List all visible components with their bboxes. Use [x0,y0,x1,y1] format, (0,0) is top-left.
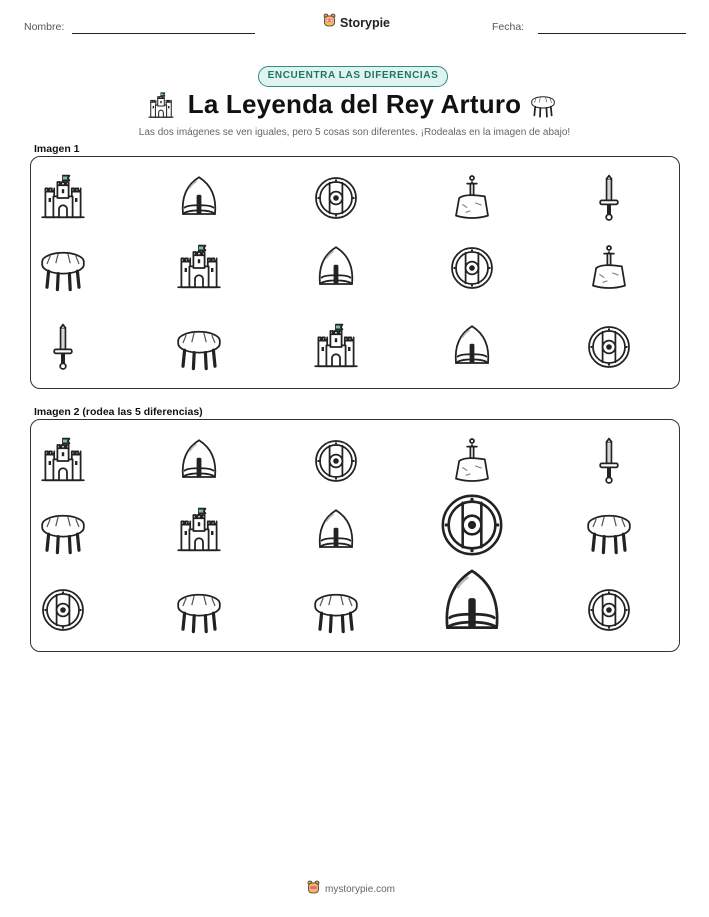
shield-icon[interactable] [312,437,360,485]
brand-logo [323,13,390,33]
name-label: Nombre: [24,21,65,33]
shield-icon[interactable] [585,586,633,634]
date-line[interactable] [538,33,686,34]
castle-icon [175,244,223,292]
brand-name: Storypie [340,16,391,30]
shield-icon[interactable] [39,586,87,634]
date-label: Fecha: [492,21,525,33]
helmet-icon [448,323,496,371]
panel-1-label: Imagen 1 [34,143,80,155]
helmet-icon[interactable] [175,437,223,485]
sword-in-stone-icon [585,244,633,292]
castle-icon [312,323,360,371]
storypie-mascot-icon [307,880,320,898]
instructions: Las dos imágenes se ven iguales, pero 5 cosas son diferentes. ¡Rodealas en la imagen de abajo! [138,127,571,138]
helmet-icon [312,244,360,292]
name-line[interactable] [72,33,255,34]
footer-url: mystorypie.com [325,883,396,895]
footer [307,880,395,898]
sword-icon [585,174,633,222]
helmet-icon [175,174,223,222]
shield-icon [448,244,496,292]
round-table-icon[interactable] [585,507,633,555]
shield-icon[interactable] [437,490,507,560]
round-table-icon[interactable] [312,586,360,634]
round-table-icon [528,92,558,123]
sword-in-stone-icon [448,174,496,222]
castle-icon[interactable] [175,507,223,555]
helmet-icon[interactable] [435,566,509,640]
sword-in-stone-icon[interactable] [448,437,496,485]
sword-icon [39,323,87,371]
picture-2-panel[interactable] [30,419,680,652]
round-table-icon [175,323,223,371]
activity-badge: ENCUENTRA LAS DIFERENCIAS [258,66,448,87]
round-table-icon[interactable] [39,507,87,555]
helmet-icon[interactable] [312,507,360,555]
sword-icon[interactable] [585,437,633,485]
picture-1-panel [30,156,680,389]
castle-icon[interactable] [39,437,87,485]
round-table-icon [39,244,87,292]
castle-icon [39,174,87,222]
storypie-mascot-icon [323,13,336,33]
panel-2-label: Imagen 2 (rodea las 5 diferencias) [34,406,203,418]
page-title: La Leyenda del Rey Arturo [187,89,522,119]
shield-icon [585,323,633,371]
shield-icon [312,174,360,222]
round-table-icon[interactable] [175,586,223,634]
